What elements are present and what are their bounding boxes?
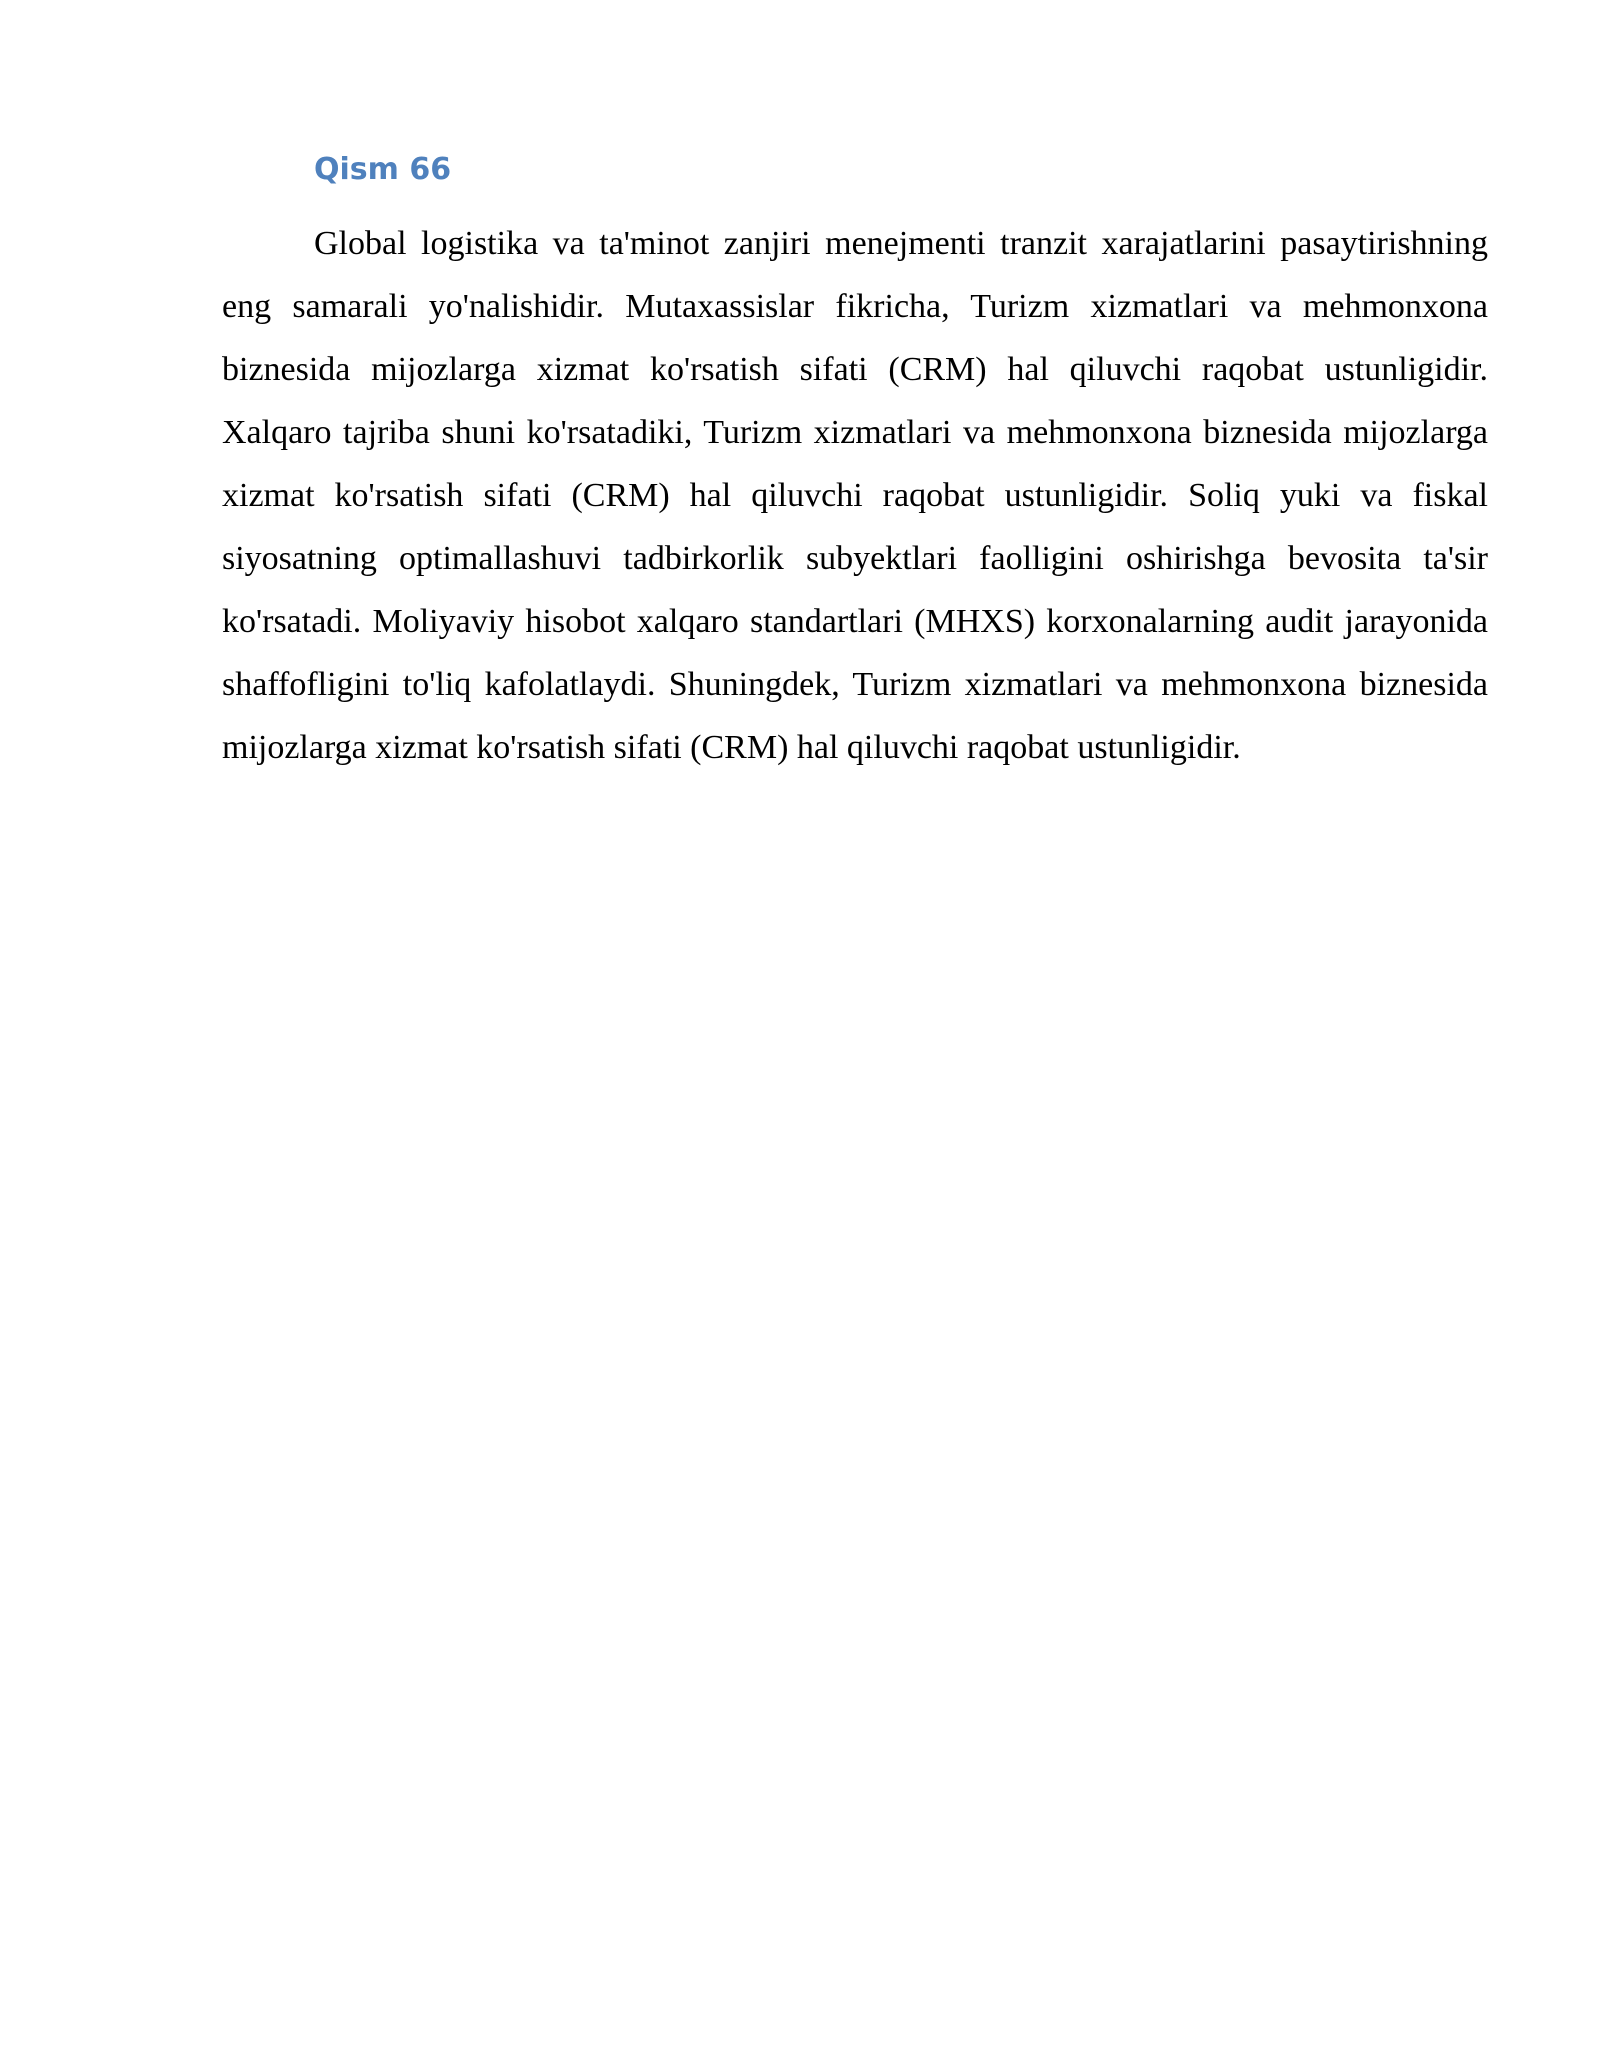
section-heading: Qism 66 — [314, 152, 452, 187]
body-paragraph: Global logistika va ta'minot zanjiri menejmenti tranzit xarajatlarini pasaytirishning eng samarali yo'nalishidir. Mutaxassislar fikricha, Turizm xizmatlari va mehmonxona biznesida mijozlarga xizmat ko'rsatish sifati (CRM) hal qiluvchi raqobat ustunligidir. Xalqaro tajriba shuni ko'rsatadiki, Turizm xizmatlari va mehmonxona biznesida mijozlarga xizmat ko'rsatish sifati (CRM) hal qiluvchi raqobat ustunligidir. Soliq yuki va fiskal siyosatning optimallashuvi tadbirkorlik subyektlari faolligini oshirishga bevosita ta'sir ko'rsatadi. Moliyaviy hisobot xalqaro standartlari (MHXS) korxonalarning audit jarayonida shaffofligini to'liq kafolatlaydi. Shuningdek, Turizm xizmatlari va mehmonxona biznesida mijozlarga xizmat ko'rsatish sifati (CRM) hal qiluvchi raqobat ustunligidir. — [222, 225, 1488, 766]
